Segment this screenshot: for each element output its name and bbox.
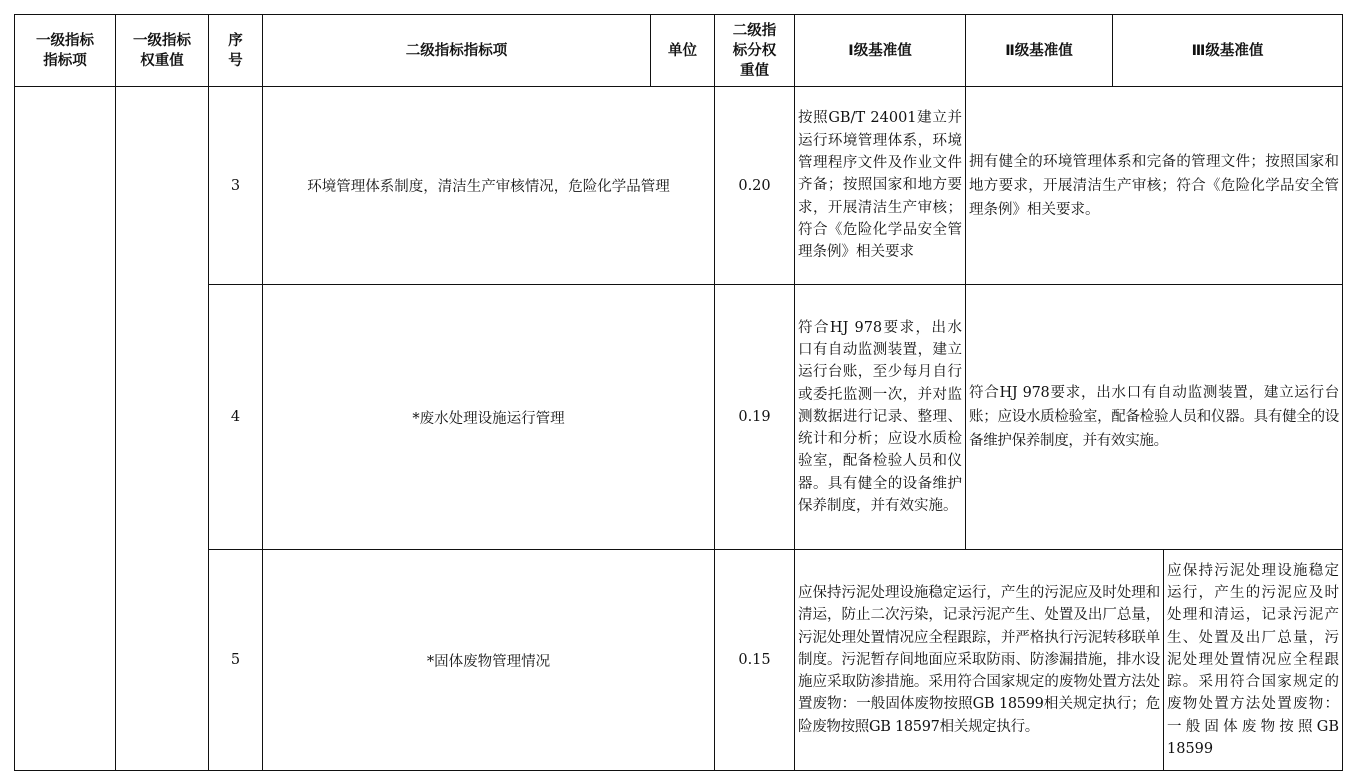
- grade23-cell: 符合HJ 978要求，出水口有自动监测装置，建立运行台账；应设水质检验室，配备检验人员和仪器。具有健全的设备维护保养制度，并有效实施。: [966, 285, 1343, 550]
- seq-cell: 4: [209, 285, 263, 550]
- level1-item-cell: [15, 87, 116, 771]
- header-row: [15, 15, 1343, 87]
- header-seq: 序 号: [209, 15, 263, 87]
- table-row: [15, 285, 1343, 550]
- grade23-cell: 拥有健全的环境管理体系和完备的管理文件；按照国家和地方要求，开展清洁生产审核；符合《危险化学品安全管理条例》相关要求。: [966, 87, 1343, 285]
- header-unit: 单位: [651, 15, 715, 87]
- item-cell: *废水处理设施运行管理: [263, 285, 715, 550]
- header-grade1: Ⅰ级基准值: [795, 15, 966, 87]
- grade1-cell: 符合HJ 978要求，出水口有自动监测装置，建立运行台账，至少每月自行或委托监测一次，并对监测数据进行记录、整理、统计和分析；应设水质检验室，配备检验人员和仪器。具有健全的设备维护保养制度，并有效实施。: [795, 285, 966, 550]
- weight-cell: 0.20: [715, 87, 795, 285]
- level1-weight-cell: [116, 87, 209, 771]
- item-cell: 环境管理体系制度，清洁生产审核情况，危险化学品管理: [263, 87, 715, 285]
- header-grade3: Ⅲ级基准值: [1113, 15, 1343, 87]
- weight-cell: 0.15: [715, 550, 795, 771]
- indicator-table: [14, 14, 1343, 771]
- header-level2-item: 二级指标指标项: [263, 15, 651, 87]
- weight-cell: 0.19: [715, 285, 795, 550]
- header-level1-item: 一级指标 指标项: [15, 15, 116, 87]
- table-row: [15, 87, 1343, 285]
- grade12-cell: 应保持污泥处理设施稳定运行，产生的污泥应及时处理和清运，防止二次污染，记录污泥产生、处置及出厂总量，污泥处理处置情况应全程跟踪，并严格执行污泥转移联单制度。污泥暂存间地面应采取防雨、防渗漏措施，排水设施应采取防渗措施。采用符合国家规定的废物处置方法处置废物：一般固体废物按照GB 18599相关规定执行；危险废物按照GB 18597相关规定执行。: [795, 550, 1164, 771]
- grade1-cell: 按照GB/T 24001建立并运行环境管理体系，环境管理程序文件及作业文件齐备；按照国家和地方要求，开展清洁生产审核；符合《危险化学品安全管理条例》相关要求: [795, 87, 966, 285]
- table-row: [15, 550, 1343, 771]
- item-cell: *固体废物管理情况: [263, 550, 715, 771]
- seq-cell: 5: [209, 550, 263, 771]
- seq-cell: 3: [209, 87, 263, 285]
- header-level2-weight: 二级指 标分权 重值: [715, 15, 795, 87]
- grade3-cell: 应保持污泥处理设施稳定运行，产生的污泥应及时处理和清运，记录污泥产生、处置及出厂总量，污泥处理处置情况应全程跟踪。采用符合国家规定的废物处置方法处置废物：一般固体废物按照GB 18599: [1164, 550, 1343, 771]
- header-grade2: Ⅱ级基准值: [966, 15, 1113, 87]
- header-level1-weight: 一级指标 权重值: [116, 15, 209, 87]
